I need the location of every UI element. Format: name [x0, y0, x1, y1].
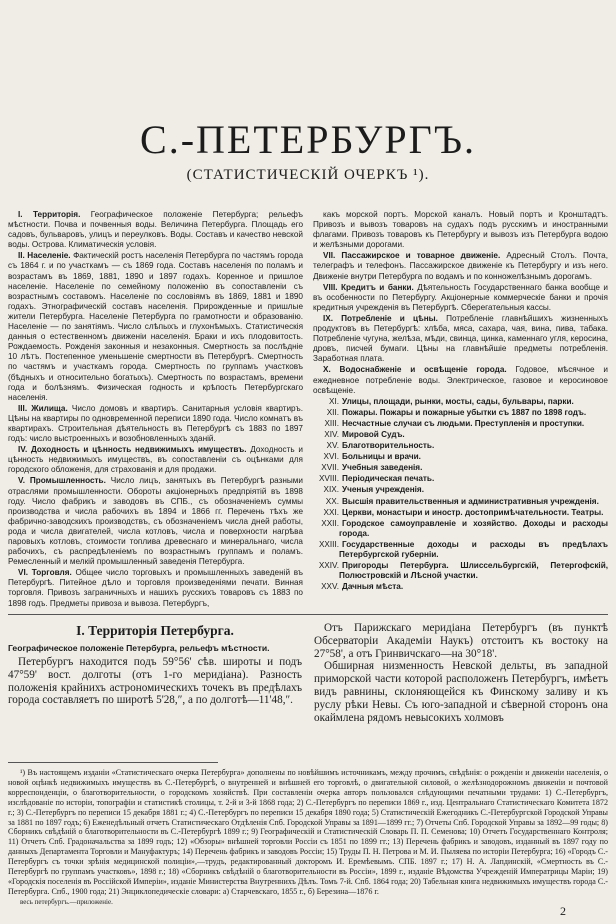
page-subtitle: (СТАТИСТИЧЕСКІЙ ОЧЕРКЪ ¹).: [186, 167, 430, 183]
toc-entry-number: XVIII.: [318, 474, 339, 484]
toc-entry-text: Фактическій ростъ населенія Петербурга по частямъ города съ 1864 г. и по участкамъ — съ 1869 года. Составъ населенія по поламъ и возрастамъ въ 1869, 1881, 1890 и 1897 годахъ. Коренное и пришлое населеніе. Населеніе по семейному положенію въ сопоставленіи съ возрастнымъ составомъ. Населеніе по сословіямъ въ 1869, 1881 и 1890 годахъ. Этнографическій составъ населенія. Прирожденные и пришлые жители Петербурга. Населеніе Петербурга по грамотности и образованію. Населеніе — по занятіямъ. Число слѣпыхъ и глухонѣмыхъ. Статистическія данныя о естественномъ движеніи населенія. Браки и ихъ плодовитость. Рождаемость. Рожденія законныя и незаконныя. Смертность за послѣдніе 10 лѣтъ. Постепенное уменьшеніе смертности въ Петербургѣ. Смертность по частямъ и участкамъ города. Смертность по группамъ участковъ (бѣдныхъ и относительно богатыхъ). Смертность по возрастамъ, времени года и болѣзнямъ. Физическая годность и крѣпость Петербургскаго населенія.: [8, 251, 303, 402]
paragraph: Петербургъ находится подъ 59°56' сѣв. широты и подъ 47°59' вост. долготы (отъ 1-го меридіана). Разность положенія крайнихъ астрономическихъ точекъ въ предѣлахъ города составляетъ по широтѣ 5'28,″, а по долготѣ—11'48,″.: [8, 656, 302, 707]
toc-entry: [313, 210, 608, 250]
toc-entry: [313, 397, 608, 407]
toc-entry-number: XXV.: [321, 582, 339, 592]
toc-entry: [313, 474, 608, 484]
toc-entry-heading: Несчастные случаи съ людьми. Преступленія и проступки.: [342, 418, 585, 428]
toc-entry-heading: Улицы, площади, рынки, мосты, сады, бульвары, парки.: [342, 396, 574, 406]
toc-entry-heading: Мировой Судъ.: [342, 429, 405, 439]
section-right-column: [314, 622, 608, 752]
toc-entry: [313, 540, 608, 560]
toc-entry: [313, 430, 608, 440]
toc-entry: [313, 463, 608, 473]
toc-entry-heading: V. Промышленность.: [18, 476, 106, 486]
toc-entry: [8, 404, 303, 444]
toc-entry-heading: II. Населеніе.: [18, 251, 71, 261]
toc-entry: [313, 408, 608, 418]
toc-entry-heading: III. Жилища.: [18, 403, 68, 413]
paragraph: Отъ Парижскаго меридіана Петербургъ (въ пунктѣ Обсерваторіи Академіи Наукъ) отстоитъ къ востоку на 27°58', а отъ Гринвичскаго—на 30°18'.: [314, 622, 608, 660]
section-divider: [8, 614, 608, 615]
toc-entry-number: XV.: [326, 441, 339, 451]
toc-entry-heading: Больницы и врачи.: [342, 452, 421, 462]
toc-entry-heading: Дачныя мѣста.: [342, 582, 404, 592]
toc-entry-heading: VII. Пассажирское и товарное движеніе.: [323, 251, 501, 261]
toc-entry-heading: Ученыя учрежденія.: [342, 485, 424, 495]
toc-entry: [313, 283, 608, 313]
toc-entry-heading: Церкви, монастыри и иностр. достопримѣчательности. Театры.: [342, 507, 604, 517]
toc-entry-text: Годовое, мѣсячное и ежедневное потребленіе воды. Электрическое, газовое и керосиновое освѣщеніе.: [313, 365, 608, 395]
toc-entry: [313, 314, 608, 364]
toc-entry: [8, 476, 303, 567]
toc-left-column: [8, 210, 303, 610]
footnote-divider: [8, 762, 218, 763]
section-left-column: [8, 622, 302, 752]
toc-entry: [313, 497, 608, 507]
toc-entry-heading: X. Водоснабженіе и освѣщеніе города.: [323, 365, 507, 375]
toc-entry-heading: Высшія правительственныя и административныя учрежденія.: [342, 496, 599, 506]
toc-entry: [313, 419, 608, 429]
toc-entry-heading: Учебныя заведенія.: [342, 463, 423, 473]
toc-entry-heading: IX. Потребленіе и цѣны.: [323, 313, 438, 323]
toc-entry: [8, 251, 303, 402]
toc-entry-heading: Пригороды Петербурга. Шлиссельбургскій, Петергофскій, Полюстровскій и Лѣсной участки.: [339, 561, 608, 581]
toc-entry-number: XXIII.: [318, 539, 339, 549]
toc-entry-heading: Государственные доходы и расходы въ предѣлахъ Петербургской губерніи.: [339, 539, 608, 559]
toc-entry-text: Число домовъ и квартиръ. Санитарныя условія квартиръ. Цѣны на квартиры по одновременной переписи 1890 года. Число комнатъ въ квартирахъ. Строительная дѣятельность въ Петербургѣ съ 1883 по 1897 годъ: число выстроенныхъ и возобновленныхъ зданій.: [8, 403, 303, 444]
toc-entry: [313, 452, 608, 462]
toc-entry-number: XI.: [328, 396, 339, 406]
section-title: I. Территорія Петербурга.: [76, 623, 234, 638]
section-territory: [8, 622, 608, 752]
toc-entry: [313, 251, 608, 281]
footer-left: весь петербургъ.—приложеніе.: [20, 897, 113, 906]
paragraph: Обширная низменность Невской дельты, въ западной приморской части которой расположенъ Петербургъ, имѣетъ видъ равнины, склоняющейся къ Финскому заливу и къ руслу рѣки Невы. Съ юго-западной и сѣверной сторонъ она окаймлена рядомъ невысокихъ холмовъ: [314, 660, 608, 724]
toc-entry-number: XXIV.: [318, 561, 339, 571]
toc-entry-heading: Благотворительность.: [342, 441, 435, 451]
toc-entry: [313, 365, 608, 395]
toc-entry-number: XIII.: [324, 418, 339, 428]
toc-entry: [313, 519, 608, 539]
toc-entry-text: Адресный Столъ. Почта, телеграфъ и телефонъ. Пассажирское движеніе къ Петербургу и изъ него. Движеніе внутри Петербурга по водамъ и по конножелѣзнымъ дорогамъ.: [313, 251, 608, 281]
toc-entry-text: какъ морской портъ. Морской каналъ. Новый портъ и Кронштадтъ. Привозъ и вывозъ товаровъ на судахъ подъ русскимъ и иностранными флагами. Привозъ товаровъ къ Петербургу и вывозъ изъ Петербурга водою и желѣзными дорогами.: [313, 210, 608, 250]
toc-entry: [8, 445, 303, 475]
toc-entry-text: Географическое положеніе Петербурга; рельефъ мѣстности. Почва и почвенныя воды. Величина Петербурга. Площадь его садовъ, бульваровъ, улицъ и переулковъ. Воды. Составъ и качество невской воды. Острова. Климатическія условія.: [8, 210, 303, 250]
table-of-contents: [8, 210, 608, 610]
toc-entry-heading: VIII. Кредитъ и банки.: [323, 282, 414, 292]
toc-entry: [313, 582, 608, 592]
toc-entry: [313, 485, 608, 495]
toc-entry-heading: Пожары. Пожары и пожарные убытки съ 1887 по 1898 годъ.: [342, 407, 587, 417]
footnote-text: ¹) Въ настоящемъ изданіи «Статистическаго очерка Петербурга» дополнены по новѣйшимъ источникамъ, между прочимъ, свѣдѣнія: о рожденіи и движеніи населенія, о новой оцѣнкѣ недвижимыхъ имуществъ въ С.-Петербургѣ, о внутренней и внѣшней его торговлѣ, о двигательной силовой, о желѣзнодорожномъ движеніи и почтовой корреспонденціи, о благотворительности, о городскомъ хозяйствѣ. При составленіи очерка авторъ пользовался слѣдующими печатными трудами: 1) С.-Петербургъ, изслѣдованіе по исторіи, топографіи и статистикѣ столицы, т. 2-й и 3-й 1868 года; 2) С.-Петербургъ по переписи 1869 г., изд. Центральнаго Статистическаго Комитета 1872 г.; 3) С.-Петербургъ по переписи 15 декабря 1881 г.; 4) С.-Петербургъ по переписи 15 декабря 1890 года; 5) Статистическій Ежегодникъ С.-Петербургской Городской Управы за 1881 по 1897 годъ; 6) Еженедѣльный отчетъ Статистическаго Отдѣленія Спб. Городской Управы за 1891—1899 гг.; 7) Отчеты Спб. Городской Управы за 1892—99 годы; 8) Сборникъ свѣдѣній о благотворительности въ С.-Петербургѣ 1899 г.; 9) Географическій и Статистическій Словарь П. П. Семенова; 10) Отчетъ Государственнаго Контроля; 11) Отчетъ Спб. Градоначальства за 1899 годъ; 12) «Обзоры» внѣшней торговли Россіи съ 1851 по 1899 гг.; 13) Перечень фабрикъ и заводовъ, изданный въ 1897 году по данныхъ Департамента Торговли и Мануфактуръ; 14) Перечень фабрикъ и заводовъ Россіи; 15) Труды П. Н. Петрова и М. И. Пыляева по исторіи Петербурга; 16) «Городъ С.-Петербургъ съ точки зрѣнія медицинской полиціи»,—трудъ, редактированный докторомъ И. Еремѣевымъ. СПБ. 1897 г.; 17) Н. А. Лапдинскій, «Смертность въ С.-Петербургѣ по группамъ участковъ», 1898 г.; 18) «Сборникъ свѣдѣній о благотворительности въ Россіи», 1899 г., изданіе Вѣдомства Учрежденій Императрицы Маріи; 19) «Городскія поселенія въ Россійской Имперіи», изданіе Министерства Внутреннихъ Дѣлъ. Томъ 7-й. Спб. 1864 года; 20) Табельная книга недвижимыхъ имуществъ города С.-Петербурга. Спб., 1900 года; 21) Энциклопедическіе словари: а) Старчевскаго, 1855 г., б) Березина—1876 г.: [8, 768, 608, 896]
toc-entry-number: XX.: [325, 496, 339, 506]
toc-entry-text: Дѣятельность Государственнаго банка вообще и въ особенности по Петербургу. Акціонерные коммерческіе банки и прочія кредитныя учрежденія въ Петербургѣ. Сберегательныя кассы.: [313, 282, 608, 312]
toc-entry: [313, 441, 608, 451]
toc-entry-number: XXI.: [323, 507, 339, 517]
toc-entry-number: XXII.: [321, 518, 339, 528]
toc-entry-heading: I. Территорія.: [18, 210, 81, 219]
footnote: [8, 768, 608, 908]
toc-entry: [8, 210, 303, 250]
toc-entry-text: Общее число торговыхъ и промышленныхъ заведеній въ Петербургѣ. Питейное дѣло и торговля произведеніями печати. Винная торговля. Привозъ заграничныхъ и нашихъ русскихъ товаровъ съ 1883 по 1898 годъ. Предметы привоза и вывоза. Петербургъ,: [8, 568, 303, 608]
toc-entry: [8, 568, 303, 608]
toc-entry-number: XIV.: [324, 429, 339, 439]
page-title: С.-ПЕТЕРБУРГЪ.: [140, 117, 476, 162]
toc-entry-number: XIX.: [323, 485, 339, 495]
toc-entry-number: XVII.: [321, 463, 339, 473]
toc-entry-heading: Періодическая печать.: [342, 474, 435, 484]
toc-entry-number: XII.: [326, 407, 339, 417]
toc-entry-heading: VI. Торговля.: [18, 568, 72, 578]
toc-entry-text: Число лицъ, занятыхъ въ Петербургѣ разными отраслями промышленности. Обороты акціонерныхъ предпріятій въ 1898 году. Число фабрикъ и заводовъ въ СПБ., съ обозначеніемъ суммы производства и числа рабочихъ въ 1894 и 1866 гг. Перечень тѣхъ же фабрично-заводскихъ производствъ, съ обозначеніемъ числа дней работы, рода и числа двигателей, числа котловъ, числа и поверхности нагрѣва паровыхъ котловъ, стоимости топлива древеснаго и минеральнаго, числа рабочихъ, съ распредѣленіемъ по возрастнымъ группамъ и поламъ. Ремесленный и мелкій промышленный заведенія Петербурга.: [8, 476, 303, 567]
toc-entry: [313, 508, 608, 518]
section-subtitle: Географическое положеніе Петербурга, рельефъ мѣстности.: [8, 643, 270, 653]
toc-entry-text: Потребленіе главнѣйшихъ жизненныхъ продуктовъ въ Петербургѣ: хлѣба, мяса, сахара, чая, вина, пива, табака. Потребленіе чугуна, желѣза, мѣди, свинца, цинка, каменнаго угля, керосина, дровъ, писчей бумаги. Цѣны на главнѣйшіе предметы потребленія. Заработная плата.: [313, 313, 608, 364]
toc-entry-text: Доходность и цѣнность недвижимыхъ имуществъ, въ сопоставленіи съ оцѣнками для городского обложенія, для страхованія и для продажи.: [8, 445, 303, 475]
toc-entry-heading: Городское самоуправленіе и хозяйство. Доходы и расходы города.: [339, 518, 608, 538]
toc-right-column: [313, 210, 608, 610]
page-number: 2: [560, 904, 566, 918]
toc-entry-number: XVI.: [323, 452, 339, 462]
toc-entry-heading: IV. Доходность и цѣнность недвижимыхъ имуществъ.: [18, 445, 247, 455]
toc-entry: [313, 561, 608, 581]
